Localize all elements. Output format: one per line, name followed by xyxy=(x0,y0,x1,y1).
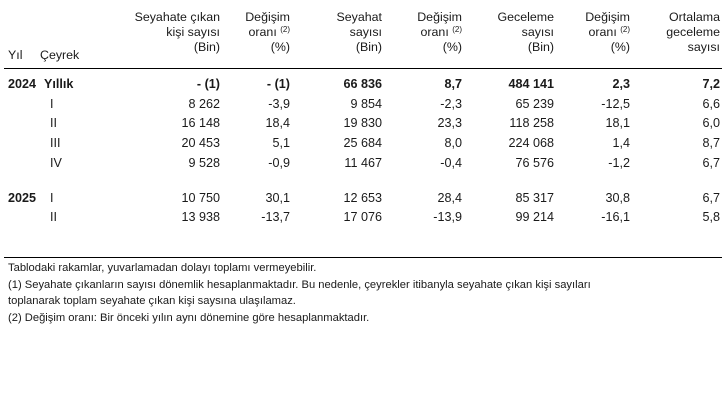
avg-nights-value: 6,6 xyxy=(702,97,720,111)
change-2-value: 28,4 xyxy=(437,191,462,205)
change-2-value: 8,7 xyxy=(444,77,462,91)
change-2-value: -13,9 xyxy=(433,210,462,224)
travellers-value: 9 528 xyxy=(188,156,220,170)
change-1-value: -13,7 xyxy=(261,210,290,224)
avg-nights-value: 6,7 xyxy=(702,191,720,205)
change-1-value: - (1) xyxy=(266,77,290,91)
header-change-1: Değişim oranı $^{(2)}$ (%) xyxy=(245,10,290,54)
header-travellers: Seyahate çıkan kişi sayısı (Bin) xyxy=(134,10,220,54)
travellers-value: 10 750 xyxy=(181,191,220,205)
change-1-value: 5,1 xyxy=(272,136,290,150)
header-year: Yıl xyxy=(8,48,23,62)
change-1-value: -0,9 xyxy=(268,156,290,170)
row-quarter: I xyxy=(50,97,54,111)
change-3-value: 30,8 xyxy=(605,191,630,205)
nights-value: 99 214 xyxy=(515,210,554,224)
change-2-value: 23,3 xyxy=(437,116,462,130)
footnote-1-cont: toplanarak toplam seyahate çıkan kişi saysına ulaşılamaz. xyxy=(8,295,296,307)
nights-value: 85 317 xyxy=(515,191,554,205)
change-1-value: 30,1 xyxy=(265,191,290,205)
header-avg-nights: Ortalama geceleme sayısı xyxy=(666,10,720,54)
change-3-value: 2,3 xyxy=(612,77,630,91)
nights-value: 484 141 xyxy=(508,77,554,91)
travellers-value: 20 453 xyxy=(181,136,220,150)
nights-value: 224 068 xyxy=(508,136,554,150)
row-quarter: II xyxy=(50,210,57,224)
footnote-rounding: Tablodaki rakamlar, yuvarlamadan dolayı toplamı vermeyebilir. xyxy=(8,262,317,274)
row-quarter: I xyxy=(50,191,54,205)
change-3-value: 18,1 xyxy=(605,116,630,130)
header-change-3: Değişim oranı $^{(2)}$ (%) xyxy=(585,10,630,54)
header-change-2: Değişim oranı $^{(2)}$ (%) xyxy=(417,10,462,54)
trips-value: 12 653 xyxy=(343,191,382,205)
header-quarter: Çeyrek xyxy=(40,48,80,62)
travellers-value: - (1) xyxy=(196,77,220,91)
nights-value: 65 239 xyxy=(515,97,554,111)
change-3-value: -1,2 xyxy=(608,156,630,170)
header-trips: Seyahat sayısı (Bin) xyxy=(336,10,382,54)
travellers-value: 16 148 xyxy=(181,116,220,130)
header-divider xyxy=(4,68,722,69)
change-2-value: -0,4 xyxy=(440,156,462,170)
avg-nights-value: 5,8 xyxy=(702,210,720,224)
change-1-value: 18,4 xyxy=(265,116,290,130)
table-bottom-divider xyxy=(4,257,722,258)
avg-nights-value: 6,7 xyxy=(702,156,720,170)
footnote-1: (1) Seyahate çıkanların sayısı dönemlik hesaplanmaktadır. Bu nedenle, çeyrekler itibanyla seyahate çıkan kişi sayıları xyxy=(8,279,591,291)
travellers-value: 13 938 xyxy=(181,210,220,224)
change-3-value: 1,4 xyxy=(612,136,630,150)
row-year: 2024 xyxy=(8,77,37,91)
change-3-value: -12,5 xyxy=(601,97,630,111)
trips-value: 9 854 xyxy=(350,97,382,111)
row-quarter: II xyxy=(50,116,57,130)
row-year: 2025 xyxy=(8,191,37,205)
row-quarter: Yıllık xyxy=(44,77,74,91)
nights-value: 76 576 xyxy=(515,156,554,170)
row-quarter: IV xyxy=(50,156,62,170)
avg-nights-value: 8,7 xyxy=(702,136,720,150)
trips-value: 19 830 xyxy=(343,116,382,130)
trips-value: 17 076 xyxy=(343,210,382,224)
change-2-value: 8,0 xyxy=(444,136,462,150)
travellers-value: 8 262 xyxy=(188,97,220,111)
change-3-value: -16,1 xyxy=(601,210,630,224)
trips-value: 25 684 xyxy=(343,136,382,150)
trips-value: 11 467 xyxy=(344,156,382,170)
change-1-value: -3,9 xyxy=(268,97,290,111)
nights-value: 118 258 xyxy=(509,116,554,130)
trips-value: 66 836 xyxy=(343,77,382,91)
footnote-2: (2) Değişim oranı: Bir önceki yılın aynı dönemine göre hesaplanmaktadır. xyxy=(8,312,370,324)
row-quarter: III xyxy=(50,136,61,150)
avg-nights-value: 7,2 xyxy=(702,77,720,91)
header-nights: Geceleme sayısı (Bin) xyxy=(497,10,554,54)
avg-nights-value: 6,0 xyxy=(702,116,720,130)
change-2-value: -2,3 xyxy=(440,97,462,111)
